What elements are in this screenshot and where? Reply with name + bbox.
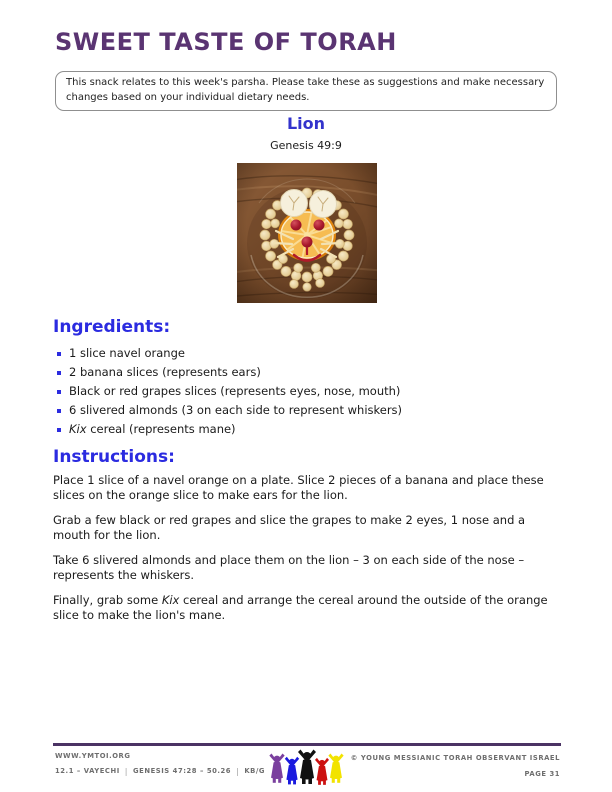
recipe-name: Lion (286, 114, 326, 133)
ingredient-item: Kix cereal (represents mane) (55, 420, 562, 439)
ingredient-list (55, 344, 562, 439)
footer-meta-part: KB/G (244, 766, 266, 775)
footer-divider (53, 743, 561, 746)
footer-meta-part: GENESIS 47:28 – 50.26 (133, 766, 232, 775)
footer-parsha-meta (55, 768, 265, 776)
footer-website: WWW.YMTOI.ORG (55, 752, 131, 760)
footer-meta-part: 12.1 – VAYECHI (55, 766, 120, 775)
ingredient-item: 1 slice navel orange (55, 344, 562, 363)
ingredient-item: 2 banana slices (represents ears) (55, 363, 562, 382)
ymtoi-logo (267, 747, 347, 791)
dancing-children-icon (267, 747, 347, 791)
instructions-body (53, 473, 564, 633)
footer-right (351, 755, 560, 787)
separator: | (236, 766, 240, 776)
footer-copyright: © YOUNG MESSIANIC TORAH OBSERVANT ISRAEL (350, 754, 560, 762)
parsha-note-text: This snack relates to this week's parsha. Please take these as suggestions and make necessary changes based on your individual dietary needs. (66, 77, 545, 103)
instruction-paragraph: Finally, grab some Kix cereal and arrange the cereal around the outside of the orange slice to make the lion's mane. (53, 593, 548, 622)
recipe-verse: Genesis 49:9 (270, 139, 342, 152)
parsha-note-box (55, 71, 557, 111)
lion-snack-illustration (237, 163, 377, 303)
footer-page-number: PAGE 31 (524, 769, 560, 778)
ingredient-item: Black or red grapes slices (represents eyes, nose, mouth) (55, 382, 562, 401)
footer-left (55, 753, 265, 784)
instruction-paragraph: Grab a few black or red grapes and slice the grapes to make 2 eyes, 1 nose and a mouth for the lion. (53, 513, 526, 542)
page-title: SWEET TASTE OF TORAH (55, 28, 397, 56)
ingredient-item: 6 slivered almonds (3 on each side to represent whiskers) (55, 401, 562, 420)
instruction-paragraph: Take 6 slivered almonds and place them on the lion – 3 on each side of the nose – represents the whiskers. (53, 553, 525, 582)
lion-snack-photo (237, 163, 377, 303)
instructions-heading: Instructions: (53, 447, 175, 467)
ingredients-heading: Ingredients: (53, 317, 171, 337)
instruction-paragraph: Place 1 slice of a navel orange on a plate. Slice 2 pieces of a banana and place these slices on the orange slice to make ears for the lion. (53, 473, 544, 502)
separator: | (124, 766, 129, 776)
